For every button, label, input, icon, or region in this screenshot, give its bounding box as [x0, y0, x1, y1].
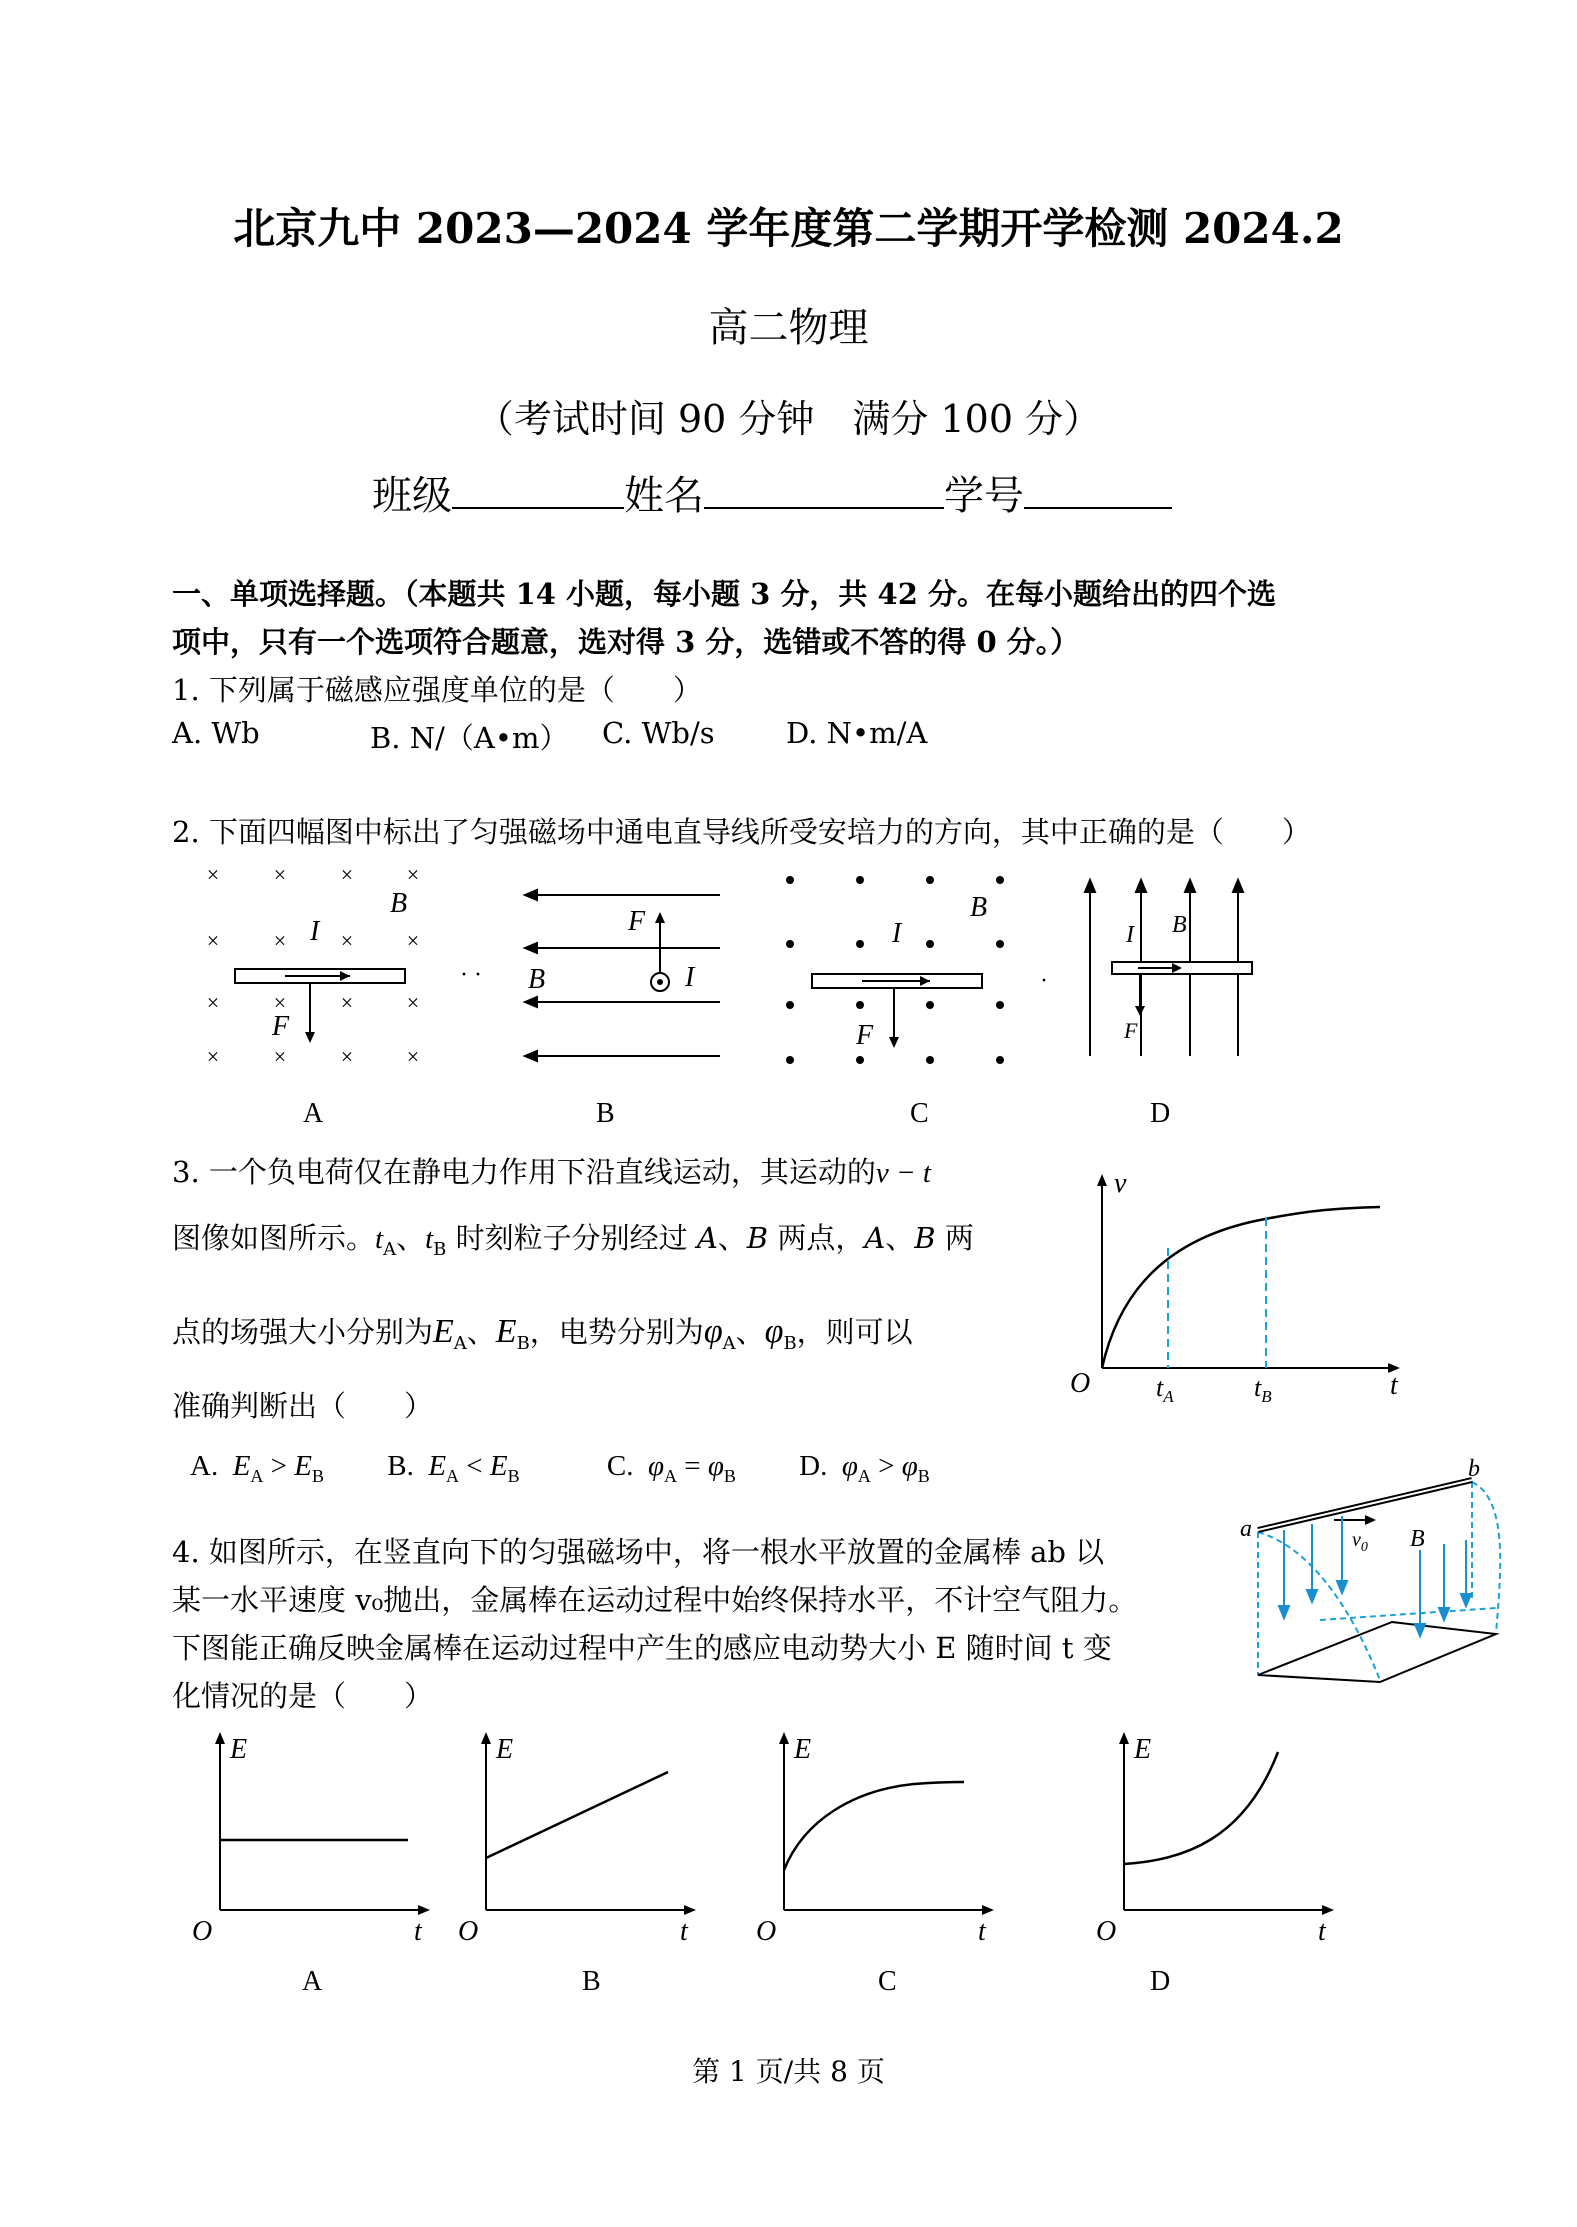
- v-label: v: [1114, 1168, 1127, 1199]
- svg-text:·: ·: [1040, 968, 1048, 994]
- current-i-label: I: [1126, 922, 1134, 948]
- svg-text:×: ×: [340, 1044, 354, 1069]
- q1-option-a: A. Wb: [172, 716, 260, 750]
- origin-label: O: [1070, 1368, 1091, 1399]
- q4-line3: 下图能正确反映金属棒在运动过程中产生的感应电动势大小 E 随时间 t 变: [172, 1631, 1112, 1665]
- q2-label-b: B: [596, 1098, 615, 1129]
- svg-text:×: ×: [273, 862, 287, 887]
- q2-figure-b: [460, 860, 760, 1060]
- force-f-label: F: [1124, 1018, 1138, 1043]
- origin-label: O: [756, 1916, 777, 1947]
- t-label: t: [1318, 1916, 1326, 1947]
- svg-text:×: ×: [340, 862, 354, 887]
- ground-plane: [1258, 1622, 1496, 1682]
- q4-graph-d: [1094, 1730, 1334, 1947]
- q3-line3: 点的场强大小分别为$E_A$、$E_B$，电势分别为$\varphi_A$、$\varphi_B$，则可以: [172, 1313, 913, 1354]
- q3-vt-graph: [1060, 1168, 1400, 1406]
- id-label: 学号: [944, 473, 1024, 519]
- q2-figure-c: [780, 860, 1010, 1080]
- e-curve-saturating: [784, 1782, 964, 1870]
- svg-text:×: ×: [340, 990, 354, 1015]
- current-i-label: I: [892, 918, 902, 949]
- q3-options: [190, 1450, 930, 1487]
- current-i-label: I: [310, 916, 320, 947]
- q2-label-a: A: [303, 1098, 324, 1129]
- t-label: t: [1390, 1370, 1398, 1401]
- svg-text:×: ×: [206, 928, 220, 953]
- exam-title: 北京九中 2023—2024 学年度第二学期开学检测 2024.2: [233, 204, 1344, 253]
- q3-option-c: C. $\varphi_A = \varphi_B$: [606, 1450, 736, 1486]
- q4-line4: 化情况的是（ ）: [172, 1679, 434, 1713]
- q4-label-a: A: [302, 1966, 323, 1997]
- rod-end-b-label: b: [1468, 1456, 1480, 1482]
- class-blank[interactable]: [452, 471, 624, 509]
- q1-option-d: D. N•m/A: [786, 716, 928, 750]
- force-f-label: F: [272, 1011, 290, 1042]
- q2-label-d: D: [1150, 1098, 1171, 1129]
- q4-graph-c: [754, 1730, 994, 1947]
- v0-label: $v_0$: [1352, 1529, 1368, 1555]
- svg-text:×: ×: [206, 1044, 220, 1069]
- e-curve-linear: [486, 1772, 668, 1858]
- e-label: E: [794, 1734, 812, 1765]
- origin-label: O: [192, 1916, 213, 1947]
- q3-line1: 3. 一个负电荷仅在静电力作用下沿直线运动，其运动的v − t: [172, 1155, 931, 1189]
- page-footer: 第 1 页/共 8 页: [692, 2055, 885, 2088]
- q3-line2: 图像如图所示。$t_A$、$t_B$ 时刻粒子分别经过 A、B 两点，A、B 两: [172, 1221, 974, 1260]
- q2-label-c: C: [910, 1098, 929, 1129]
- q3-option-b: B. $E_A < E_B$: [387, 1450, 520, 1486]
- q1-option-b: B. N/（A•m）: [370, 721, 569, 755]
- e-label: E: [1134, 1734, 1152, 1765]
- q4-rod-figure: [1240, 1456, 1510, 1690]
- rod-end-a-label: a: [1240, 1516, 1252, 1542]
- q4-label-d: D: [1150, 1966, 1171, 1997]
- ta-label: $t_A$: [1156, 1373, 1174, 1406]
- q4-graph-b: [456, 1730, 696, 1947]
- q3-option-a: A. $E_A > E_B$: [190, 1450, 324, 1486]
- field-arrows: [1279, 1516, 1471, 1636]
- q2-figure-a: [190, 860, 420, 1080]
- name-blank[interactable]: [704, 471, 944, 509]
- class-label: 班级: [372, 473, 452, 519]
- q1-stem: 1. 下列属于磁感应强度单位的是（ ）: [172, 673, 702, 707]
- vt-curve: [1102, 1207, 1380, 1368]
- force-f-label: F: [856, 1020, 874, 1051]
- t-label: t: [680, 1916, 688, 1947]
- e-label: E: [230, 1734, 248, 1765]
- q4-label-b: B: [582, 1966, 601, 1997]
- t-label: t: [414, 1916, 422, 1947]
- svg-text:×: ×: [406, 928, 420, 953]
- trajectory-b: [1472, 1482, 1500, 1634]
- cross-marks: [207, 862, 419, 1069]
- q4-graph-a: [190, 1730, 430, 1947]
- e-curve-increasing: [1124, 1752, 1278, 1864]
- subject-title: 高二物理: [708, 305, 869, 351]
- svg-text:×: ×: [340, 928, 354, 953]
- svg-text:×: ×: [406, 990, 420, 1015]
- name-label: 姓名: [624, 473, 704, 519]
- id-blank[interactable]: [1024, 471, 1172, 509]
- section-heading-line1: 一、单项选择题。（本题共 14 小题，每小题 3 分，共 42 分。在每小题给出的四个选: [172, 577, 1276, 611]
- svg-text:×: ×: [273, 1044, 287, 1069]
- field-b-label: B: [1172, 912, 1187, 938]
- svg-text:×: ×: [406, 862, 420, 887]
- svg-text:· ·: · ·: [460, 962, 482, 988]
- q4-line2: 某一水平速度 v₀抛出，金属棒在运动过程中始终保持水平，不计空气阻力。: [172, 1583, 1138, 1617]
- q4-label-c: C: [878, 1966, 897, 1997]
- field-b-label: B: [390, 888, 408, 919]
- origin-label: O: [1096, 1916, 1117, 1947]
- student-info-row: [372, 464, 1172, 521]
- tb-label: $t_B$: [1254, 1373, 1272, 1406]
- exam-info: （考试时间 90 分钟 满分 100 分）: [475, 397, 1102, 441]
- q3-option-d: D. $\varphi_A > \varphi_B$: [799, 1450, 930, 1486]
- svg-text:×: ×: [206, 862, 220, 887]
- t-label: t: [978, 1916, 986, 1947]
- e-label: E: [496, 1734, 514, 1765]
- q2-figure-d: [1040, 880, 1240, 1080]
- origin-label: O: [458, 1916, 479, 1947]
- force-f-label: F: [628, 906, 646, 937]
- svg-text:×: ×: [273, 928, 287, 953]
- svg-text:×: ×: [273, 990, 287, 1015]
- q3-line4: 准确判断出（ ）: [172, 1389, 434, 1423]
- field-b-label: B: [528, 964, 546, 995]
- current-i-label: I: [685, 962, 695, 993]
- field-b-label: B: [1410, 1526, 1425, 1552]
- q2-stem: 2. 下面四幅图中标出了匀强磁场中通电直导线所受安培力的方向，其中正确的是（ ）: [172, 815, 1311, 849]
- section-heading-line2: 项中，只有一个选项符合题意，选对得 3 分，选错或不答的得 0 分。）: [172, 625, 1080, 659]
- q1-option-c: C. Wb/s: [602, 716, 715, 750]
- svg-text:×: ×: [406, 1044, 420, 1069]
- svg-text:×: ×: [206, 990, 220, 1015]
- q4-line1: 4. 如图所示，在竖直向下的匀强磁场中，将一根水平放置的金属棒 ab 以: [172, 1535, 1105, 1569]
- field-b-label: B: [970, 892, 988, 923]
